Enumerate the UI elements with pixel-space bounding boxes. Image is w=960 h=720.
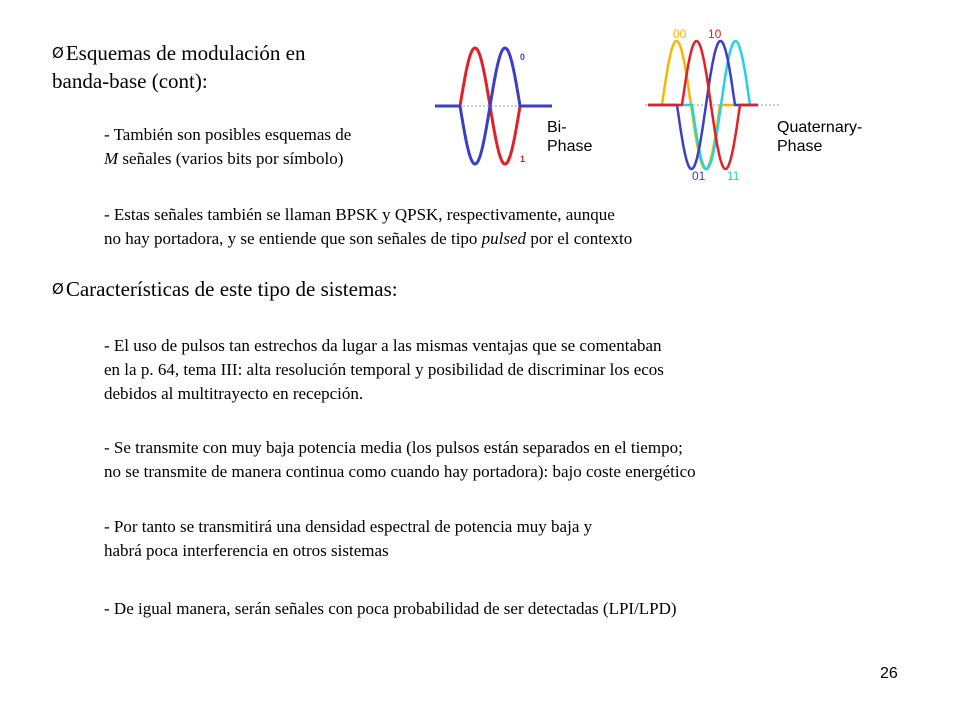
section2-paragraph4 <box>104 597 677 621</box>
quaternary-label-10: 10 <box>708 27 722 41</box>
section1-heading <box>52 40 306 94</box>
quaternary-label-line1: Quaternary- <box>777 119 863 136</box>
section2-heading <box>52 276 398 304</box>
section2-paragraph1 <box>104 334 664 406</box>
section1-title-line1: Esquemas de modulación en <box>65 41 306 65</box>
biphase-label-line2: Phase <box>547 138 593 155</box>
section1-p2-line1: - Estas señales también se llaman BPSK y QPSK, respectivamente, aunque <box>104 205 615 224</box>
bullet-arrow-icon: Ø <box>52 44 64 62</box>
section1-p2-line2-post: por el contexto <box>526 229 633 248</box>
biphase-symbol-0-label: 0 <box>520 52 526 62</box>
section1-p1-line2-rest: señales (varios bits por símbolo) <box>118 149 344 168</box>
section2-p1-line2: en la p. 64, tema III: alta resolución temporal y posibilidad de discriminar los ecos <box>104 360 664 379</box>
section2-paragraph2 <box>104 436 696 484</box>
section1-p2-em: pulsed <box>481 229 527 248</box>
bullet-arrow-icon: Ø <box>52 280 64 298</box>
biphase-label-line1: Bi- <box>547 119 567 136</box>
quaternary-label-11: 11 <box>727 169 740 183</box>
section1-p1-line2 <box>104 147 351 171</box>
section2-title: Características de este tipo de sistemas: <box>65 277 398 301</box>
biphase-symbol-1-label: 1 <box>520 154 526 164</box>
quaternary-label-line2: Phase <box>777 138 823 155</box>
section2-p1-line3: debidos al multitrayecto en recepción. <box>104 384 364 403</box>
section1-p2-line2-pre: no hay portadora, y se entiende que son señales de tipo <box>104 229 482 248</box>
section1-paragraph1 <box>104 123 351 171</box>
section2-p3-line1: - Por tanto se transmitirá una densidad espectral de potencia muy baja y <box>104 517 593 536</box>
section2-p3-line2: habrá poca interferencia en otros sistemas <box>104 541 389 560</box>
section2-p1-line1: - El uso de pulsos tan estrechos da lugar a las mismas ventajas que se comentaban <box>104 336 662 355</box>
section1-p2-line2 <box>104 227 632 251</box>
page-number: 26 <box>880 665 898 682</box>
section1-paragraph2 <box>104 203 632 251</box>
section2-p2-line1: - Se transmite con muy baja potencia media (los pulsos están separados en el tiempo; <box>104 438 683 457</box>
quaternary-label-00: 00 <box>673 27 687 41</box>
biphase-symbol-1-waveform <box>435 48 552 164</box>
section2-p4-line1: - De igual manera, serán señales con poca probabilidad de ser detectadas (LPI/LPD) <box>104 599 677 618</box>
quaternary-phase-diagram <box>640 18 790 188</box>
section1-heading-line1 <box>52 40 306 68</box>
section2-paragraph3 <box>104 515 592 563</box>
biphase-label <box>547 118 592 156</box>
section2-p2-line2: no se transmite de manera continua como cuando hay portadora): bajo coste energético <box>104 462 696 481</box>
quaternary-label-01: 01 <box>692 169 706 183</box>
biphase-diagram <box>430 30 570 180</box>
section1-p1-em: M <box>104 149 119 168</box>
section1-title-line2: banda-base (cont): <box>52 69 208 93</box>
quaternary-phase-label <box>777 118 862 156</box>
section1-p1-line1: - También son posibles esquemas de <box>104 125 352 144</box>
